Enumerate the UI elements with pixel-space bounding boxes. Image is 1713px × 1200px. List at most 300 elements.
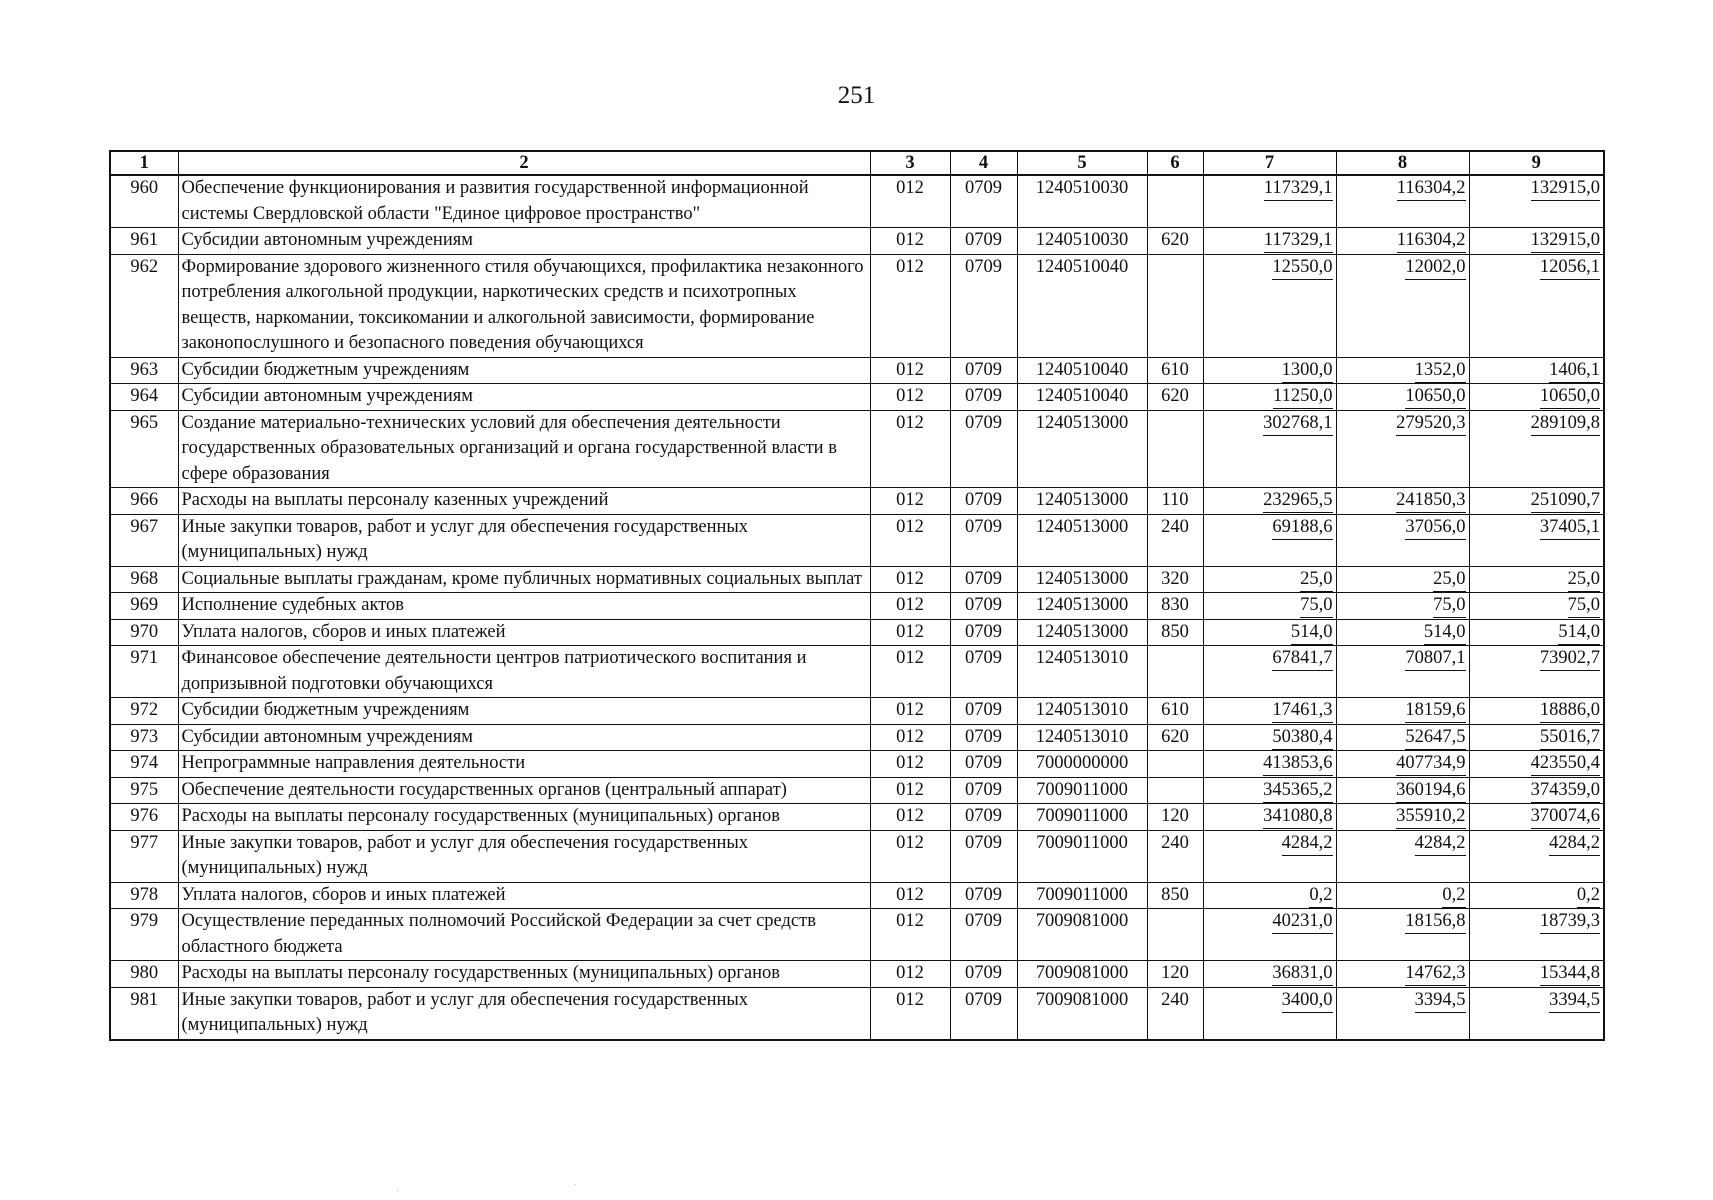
amount-year2-cell <box>1336 882 1469 909</box>
expense-type-cell: 620 <box>1147 384 1203 411</box>
section-code-cell: 0709 <box>950 646 1017 698</box>
amount-value: 116304,2 <box>1397 177 1466 201</box>
section-code-cell: 0709 <box>950 961 1017 988</box>
amount-value: 12056,1 <box>1540 256 1600 280</box>
amount-year1-cell <box>1203 909 1336 961</box>
expense-type-cell: 620 <box>1147 228 1203 255</box>
column-header: 1 <box>110 151 178 175</box>
amount-year3-cell <box>1469 777 1604 804</box>
section-code-cell: 0709 <box>950 698 1017 725</box>
amount-year2-cell <box>1336 830 1469 882</box>
expense-type-cell <box>1147 410 1203 488</box>
amount-year2-cell <box>1336 987 1469 1040</box>
ministry-code-cell: 012 <box>870 514 950 566</box>
amount-value: 52647,5 <box>1405 726 1465 750</box>
description-cell: Субсидии бюджетным учреждениям <box>178 357 870 384</box>
target-article-cell: 7009011000 <box>1017 830 1147 882</box>
table-row <box>110 357 1604 384</box>
amount-value: 413853,6 <box>1263 752 1332 776</box>
amount-year3-cell <box>1469 724 1604 751</box>
row-number-cell: 970 <box>110 619 178 646</box>
table-row <box>110 724 1604 751</box>
row-number-cell: 969 <box>110 593 178 620</box>
amount-value: 1352,0 <box>1415 359 1466 383</box>
amount-year3-cell <box>1469 830 1604 882</box>
section-code-cell: 0709 <box>950 384 1017 411</box>
table-row <box>110 488 1604 515</box>
ministry-code-cell: 012 <box>870 384 950 411</box>
amount-year3-cell <box>1469 228 1604 255</box>
amount-value: 50380,4 <box>1272 726 1332 750</box>
amount-value: 18156,8 <box>1405 910 1465 934</box>
ministry-code-cell: 012 <box>870 987 950 1040</box>
column-header: 6 <box>1147 151 1203 175</box>
target-article-cell: 1240510040 <box>1017 357 1147 384</box>
row-number-cell: 965 <box>110 410 178 488</box>
amount-value: 423550,4 <box>1531 752 1600 776</box>
amount-value: 116304,2 <box>1397 229 1466 253</box>
ministry-code-cell: 012 <box>870 566 950 593</box>
description-cell: Расходы на выплаты персоналу казенных учреждений <box>178 488 870 515</box>
ministry-code-cell: 012 <box>870 882 950 909</box>
amount-value: 73902,7 <box>1540 647 1600 671</box>
row-number-cell: 980 <box>110 961 178 988</box>
description-cell: Иные закупки товаров, работ и услуг для обеспечения государственных (муниципальных) нужд <box>178 514 870 566</box>
target-article-cell: 7009081000 <box>1017 987 1147 1040</box>
column-header: 8 <box>1336 151 1469 175</box>
amount-value: 75,0 <box>1300 594 1332 618</box>
section-code-cell: 0709 <box>950 566 1017 593</box>
table-row <box>110 254 1604 357</box>
amount-value: 1300,0 <box>1282 359 1333 383</box>
description-cell: Финансовое обеспечение деятельности центров патриотического воспитания и допризывной подготовки обучающихся <box>178 646 870 698</box>
table-row <box>110 698 1604 725</box>
target-article-cell: 7009081000 <box>1017 909 1147 961</box>
amount-value: 25,0 <box>1300 568 1332 592</box>
expense-type-cell: 240 <box>1147 514 1203 566</box>
amount-value: 132915,0 <box>1531 229 1600 253</box>
amount-year3-cell <box>1469 514 1604 566</box>
target-article-cell: 1240510030 <box>1017 175 1147 228</box>
amount-year3-cell <box>1469 619 1604 646</box>
amount-year1-cell <box>1203 410 1336 488</box>
amount-value: 117329,1 <box>1264 229 1333 253</box>
amount-value: 232965,5 <box>1263 489 1332 513</box>
amount-value: 4284,2 <box>1282 832 1333 856</box>
description-cell: Обеспечение функционирования и развития государственной информационной системы Свердловской области "Единое цифровое пространство" <box>178 175 870 228</box>
description-cell: Исполнение судебных актов <box>178 593 870 620</box>
row-number-cell: 960 <box>110 175 178 228</box>
expense-type-cell: 120 <box>1147 961 1203 988</box>
amount-value: 25,0 <box>1433 568 1465 592</box>
amount-value: 12002,0 <box>1405 256 1465 280</box>
amount-value: 36831,0 <box>1272 962 1332 986</box>
ministry-code-cell: 012 <box>870 830 950 882</box>
scan-mark: · <box>396 1186 400 1197</box>
amount-value: 117329,1 <box>1264 177 1333 201</box>
amount-year3-cell <box>1469 566 1604 593</box>
amount-value: 75,0 <box>1568 594 1600 618</box>
ministry-code-cell: 012 <box>870 593 950 620</box>
description-cell: Формирование здорового жизненного стиля обучающихся, профилактика незаконного потребления алкогольной продукции, наркотических средств и психотропных веществ, наркомании, токсикомании и алкогольной зависимости, формирование законопослушного и безопасного поведения обучающихся <box>178 254 870 357</box>
amount-year2-cell <box>1336 410 1469 488</box>
amount-year1-cell <box>1203 777 1336 804</box>
amount-value: 0,2 <box>1577 884 1600 908</box>
ministry-code-cell: 012 <box>870 724 950 751</box>
table-row <box>110 410 1604 488</box>
amount-year3-cell <box>1469 357 1604 384</box>
description-cell: Уплата налогов, сборов и иных платежей <box>178 619 870 646</box>
amount-value: 67841,7 <box>1272 647 1332 671</box>
amount-year3-cell <box>1469 961 1604 988</box>
row-number-cell: 978 <box>110 882 178 909</box>
table-row <box>110 384 1604 411</box>
table-body <box>110 175 1604 1040</box>
section-code-cell: 0709 <box>950 488 1017 515</box>
table-row <box>110 566 1604 593</box>
amount-year1-cell <box>1203 961 1336 988</box>
amount-year1-cell <box>1203 987 1336 1040</box>
row-number-cell: 962 <box>110 254 178 357</box>
ministry-code-cell: 012 <box>870 804 950 831</box>
description-cell: Социальные выплаты гражданам, кроме публичных нормативных социальных выплат <box>178 566 870 593</box>
section-code-cell: 0709 <box>950 410 1017 488</box>
amount-year2-cell <box>1336 228 1469 255</box>
amount-year1-cell <box>1203 882 1336 909</box>
amount-value: 289109,8 <box>1531 412 1600 436</box>
expense-type-cell <box>1147 254 1203 357</box>
amount-year1-cell <box>1203 175 1336 228</box>
amount-year2-cell <box>1336 751 1469 778</box>
target-article-cell: 1240513000 <box>1017 593 1147 620</box>
ministry-code-cell: 012 <box>870 254 950 357</box>
amount-year3-cell <box>1469 698 1604 725</box>
scan-mark: · <box>574 1180 578 1191</box>
section-code-cell: 0709 <box>950 751 1017 778</box>
amount-year1-cell <box>1203 384 1336 411</box>
amount-year1-cell <box>1203 619 1336 646</box>
amount-year2-cell <box>1336 777 1469 804</box>
amount-value: 355910,2 <box>1396 805 1465 829</box>
amount-year3-cell <box>1469 410 1604 488</box>
expense-type-cell: 240 <box>1147 830 1203 882</box>
ministry-code-cell: 012 <box>870 357 950 384</box>
amount-year3-cell <box>1469 254 1604 357</box>
expense-type-cell <box>1147 175 1203 228</box>
amount-value: 370074,6 <box>1531 805 1600 829</box>
expense-type-cell <box>1147 909 1203 961</box>
expense-type-cell: 320 <box>1147 566 1203 593</box>
amount-year1-cell <box>1203 488 1336 515</box>
column-header: 7 <box>1203 151 1336 175</box>
amount-value: 407734,9 <box>1396 752 1465 776</box>
amount-year3-cell <box>1469 909 1604 961</box>
amount-year2-cell <box>1336 384 1469 411</box>
target-article-cell: 7009011000 <box>1017 804 1147 831</box>
section-code-cell: 0709 <box>950 909 1017 961</box>
amount-value: 25,0 <box>1568 568 1600 592</box>
expense-type-cell <box>1147 777 1203 804</box>
target-article-cell: 1240513000 <box>1017 514 1147 566</box>
description-cell: Субсидии автономным учреждениям <box>178 384 870 411</box>
description-cell: Расходы на выплаты персоналу государственных (муниципальных) органов <box>178 961 870 988</box>
amount-year1-cell <box>1203 804 1336 831</box>
expense-type-cell: 110 <box>1147 488 1203 515</box>
description-cell: Уплата налогов, сборов и иных платежей <box>178 882 870 909</box>
amount-value: 15344,8 <box>1540 962 1600 986</box>
row-number-cell: 972 <box>110 698 178 725</box>
section-code-cell: 0709 <box>950 830 1017 882</box>
amount-year2-cell <box>1336 357 1469 384</box>
amount-year3-cell <box>1469 175 1604 228</box>
section-code-cell: 0709 <box>950 175 1017 228</box>
amount-value: 75,0 <box>1433 594 1465 618</box>
amount-value: 514,0 <box>1291 621 1333 645</box>
ministry-code-cell: 012 <box>870 619 950 646</box>
ministry-code-cell: 012 <box>870 751 950 778</box>
table-row <box>110 882 1604 909</box>
target-article-cell: 7009011000 <box>1017 882 1147 909</box>
amount-year2-cell <box>1336 593 1469 620</box>
table-row <box>110 909 1604 961</box>
table-row <box>110 593 1604 620</box>
expense-type-cell: 120 <box>1147 804 1203 831</box>
row-number-cell: 973 <box>110 724 178 751</box>
amount-value: 279520,3 <box>1396 412 1465 436</box>
row-number-cell: 977 <box>110 830 178 882</box>
column-header: 2 <box>178 151 870 175</box>
amount-value: 3400,0 <box>1282 989 1333 1013</box>
row-number-cell: 979 <box>110 909 178 961</box>
amount-year1-cell <box>1203 751 1336 778</box>
amount-value: 10650,0 <box>1405 385 1465 409</box>
amount-value: 37056,0 <box>1405 516 1465 540</box>
ministry-code-cell: 012 <box>870 909 950 961</box>
ministry-code-cell: 012 <box>870 410 950 488</box>
amount-value: 251090,7 <box>1531 489 1600 513</box>
amount-value: 3394,5 <box>1549 989 1600 1013</box>
amount-value: 69188,6 <box>1272 516 1332 540</box>
description-cell: Обеспечение деятельности государственных органов (центральный аппарат) <box>178 777 870 804</box>
amount-year2-cell <box>1336 698 1469 725</box>
expense-type-cell: 850 <box>1147 882 1203 909</box>
row-number-cell: 964 <box>110 384 178 411</box>
amount-year2-cell <box>1336 254 1469 357</box>
expense-type-cell: 610 <box>1147 357 1203 384</box>
description-cell: Субсидии автономным учреждениям <box>178 228 870 255</box>
amount-year2-cell <box>1336 724 1469 751</box>
amount-year1-cell <box>1203 698 1336 725</box>
column-header: 9 <box>1469 151 1604 175</box>
description-cell: Иные закупки товаров, работ и услуг для обеспечения государственных (муниципальных) нужд <box>178 830 870 882</box>
row-number-cell: 963 <box>110 357 178 384</box>
section-code-cell: 0709 <box>950 228 1017 255</box>
amount-year2-cell <box>1336 514 1469 566</box>
section-code-cell: 0709 <box>950 987 1017 1040</box>
expense-type-cell <box>1147 646 1203 698</box>
description-cell: Субсидии бюджетным учреждениям <box>178 698 870 725</box>
amount-value: 70807,1 <box>1405 647 1465 671</box>
amount-value: 1406,1 <box>1549 359 1600 383</box>
table-row <box>110 830 1604 882</box>
table-row <box>110 777 1604 804</box>
amount-value: 4284,2 <box>1415 832 1466 856</box>
table-row <box>110 751 1604 778</box>
amount-year3-cell <box>1469 384 1604 411</box>
table-row <box>110 619 1604 646</box>
target-article-cell: 1240513010 <box>1017 646 1147 698</box>
amount-value: 514,0 <box>1424 621 1466 645</box>
row-number-cell: 971 <box>110 646 178 698</box>
target-article-cell: 7000000000 <box>1017 751 1147 778</box>
target-article-cell: 1240513000 <box>1017 488 1147 515</box>
amount-value: 18739,3 <box>1540 910 1600 934</box>
page-number: 251 <box>837 82 876 109</box>
section-code-cell: 0709 <box>950 254 1017 357</box>
target-article-cell: 1240513000 <box>1017 410 1147 488</box>
column-header: 3 <box>870 151 950 175</box>
amount-value: 132915,0 <box>1531 177 1600 201</box>
column-header: 5 <box>1017 151 1147 175</box>
section-code-cell: 0709 <box>950 593 1017 620</box>
section-code-cell: 0709 <box>950 777 1017 804</box>
amount-value: 0,2 <box>1442 884 1465 908</box>
amount-year2-cell <box>1336 488 1469 515</box>
expense-type-cell: 240 <box>1147 987 1203 1040</box>
amount-value: 374359,0 <box>1531 779 1600 803</box>
amount-year1-cell <box>1203 514 1336 566</box>
amount-year3-cell <box>1469 646 1604 698</box>
row-number-cell: 966 <box>110 488 178 515</box>
description-cell: Непрограммные направления деятельности <box>178 751 870 778</box>
amount-value: 302768,1 <box>1263 412 1332 436</box>
amount-value: 12550,0 <box>1272 256 1332 280</box>
section-code-cell: 0709 <box>950 882 1017 909</box>
row-number-cell: 961 <box>110 228 178 255</box>
ministry-code-cell: 012 <box>870 777 950 804</box>
expense-type-cell: 610 <box>1147 698 1203 725</box>
amount-value: 14762,3 <box>1405 962 1465 986</box>
target-article-cell: 1240513010 <box>1017 724 1147 751</box>
amount-year3-cell <box>1469 593 1604 620</box>
amount-value: 345365,2 <box>1263 779 1332 803</box>
row-number-cell: 981 <box>110 987 178 1040</box>
amount-value: 40231,0 <box>1272 910 1332 934</box>
description-cell: Иные закупки товаров, работ и услуг для обеспечения государственных (муниципальных) нужд <box>178 987 870 1040</box>
amount-value: 17461,3 <box>1272 699 1332 723</box>
amount-year3-cell <box>1469 882 1604 909</box>
amount-year3-cell <box>1469 488 1604 515</box>
section-code-cell: 0709 <box>950 514 1017 566</box>
table-row <box>110 228 1604 255</box>
amount-value: 514,0 <box>1558 621 1600 645</box>
ministry-code-cell: 012 <box>870 488 950 515</box>
ministry-code-cell: 012 <box>870 961 950 988</box>
target-article-cell: 7009011000 <box>1017 777 1147 804</box>
amount-year3-cell <box>1469 804 1604 831</box>
target-article-cell: 1240510040 <box>1017 254 1147 357</box>
amount-value: 3394,5 <box>1415 989 1466 1013</box>
description-cell: Создание материально-технических условий для обеспечения деятельности государственных образовательных организаций и органа государственной власти в сфере образования <box>178 410 870 488</box>
expense-type-cell: 830 <box>1147 593 1203 620</box>
amount-year2-cell <box>1336 909 1469 961</box>
description-cell: Субсидии автономным учреждениям <box>178 724 870 751</box>
target-article-cell: 1240510030 <box>1017 228 1147 255</box>
expense-type-cell <box>1147 751 1203 778</box>
header-row <box>110 151 1604 175</box>
amount-value: 18159,6 <box>1405 699 1465 723</box>
target-article-cell: 1240510040 <box>1017 384 1147 411</box>
amount-value: 0,2 <box>1309 884 1332 908</box>
amount-year1-cell <box>1203 593 1336 620</box>
ministry-code-cell: 012 <box>870 698 950 725</box>
description-cell: Расходы на выплаты персоналу государственных (муниципальных) органов <box>178 804 870 831</box>
amount-year1-cell <box>1203 357 1336 384</box>
amount-value: 4284,2 <box>1549 832 1600 856</box>
expense-type-cell: 620 <box>1147 724 1203 751</box>
description-cell: Осуществление переданных полномочий Российской Федерации за счет средств областного бюджета <box>178 909 870 961</box>
target-article-cell: 1240513000 <box>1017 619 1147 646</box>
amount-value: 37405,1 <box>1540 516 1600 540</box>
section-code-cell: 0709 <box>950 724 1017 751</box>
ministry-code-cell: 012 <box>870 646 950 698</box>
budget-table <box>109 150 1605 1041</box>
amount-value: 241850,3 <box>1396 489 1465 513</box>
amount-year2-cell <box>1336 804 1469 831</box>
section-code-cell: 0709 <box>950 804 1017 831</box>
amount-year2-cell <box>1336 566 1469 593</box>
amount-year1-cell <box>1203 646 1336 698</box>
row-number-cell: 974 <box>110 751 178 778</box>
ministry-code-cell: 012 <box>870 228 950 255</box>
row-number-cell: 967 <box>110 514 178 566</box>
amount-year3-cell <box>1469 751 1604 778</box>
amount-year1-cell <box>1203 830 1336 882</box>
row-number-cell: 968 <box>110 566 178 593</box>
row-number-cell: 975 <box>110 777 178 804</box>
amount-value: 55016,7 <box>1540 726 1600 750</box>
amount-year3-cell <box>1469 987 1604 1040</box>
amount-year1-cell <box>1203 566 1336 593</box>
column-header: 4 <box>950 151 1017 175</box>
amount-year2-cell <box>1336 175 1469 228</box>
table-row <box>110 646 1604 698</box>
section-code-cell: 0709 <box>950 619 1017 646</box>
amount-value: 18886,0 <box>1540 699 1600 723</box>
table-row <box>110 175 1604 228</box>
table-row <box>110 804 1604 831</box>
ministry-code-cell: 012 <box>870 175 950 228</box>
amount-value: 10650,0 <box>1540 385 1600 409</box>
target-article-cell: 1240513010 <box>1017 698 1147 725</box>
section-code-cell: 0709 <box>950 357 1017 384</box>
amount-year1-cell <box>1203 724 1336 751</box>
target-article-cell: 1240513000 <box>1017 566 1147 593</box>
amount-year2-cell <box>1336 646 1469 698</box>
table-row <box>110 514 1604 566</box>
amount-value: 360194,6 <box>1396 779 1465 803</box>
row-number-cell: 976 <box>110 804 178 831</box>
amount-value: 341080,8 <box>1263 805 1332 829</box>
table-row <box>110 987 1604 1040</box>
amount-year1-cell <box>1203 254 1336 357</box>
amount-value: 11250,0 <box>1273 385 1332 409</box>
target-article-cell: 7009081000 <box>1017 961 1147 988</box>
amount-year2-cell <box>1336 961 1469 988</box>
expense-type-cell: 850 <box>1147 619 1203 646</box>
amount-year2-cell <box>1336 619 1469 646</box>
table-row <box>110 961 1604 988</box>
